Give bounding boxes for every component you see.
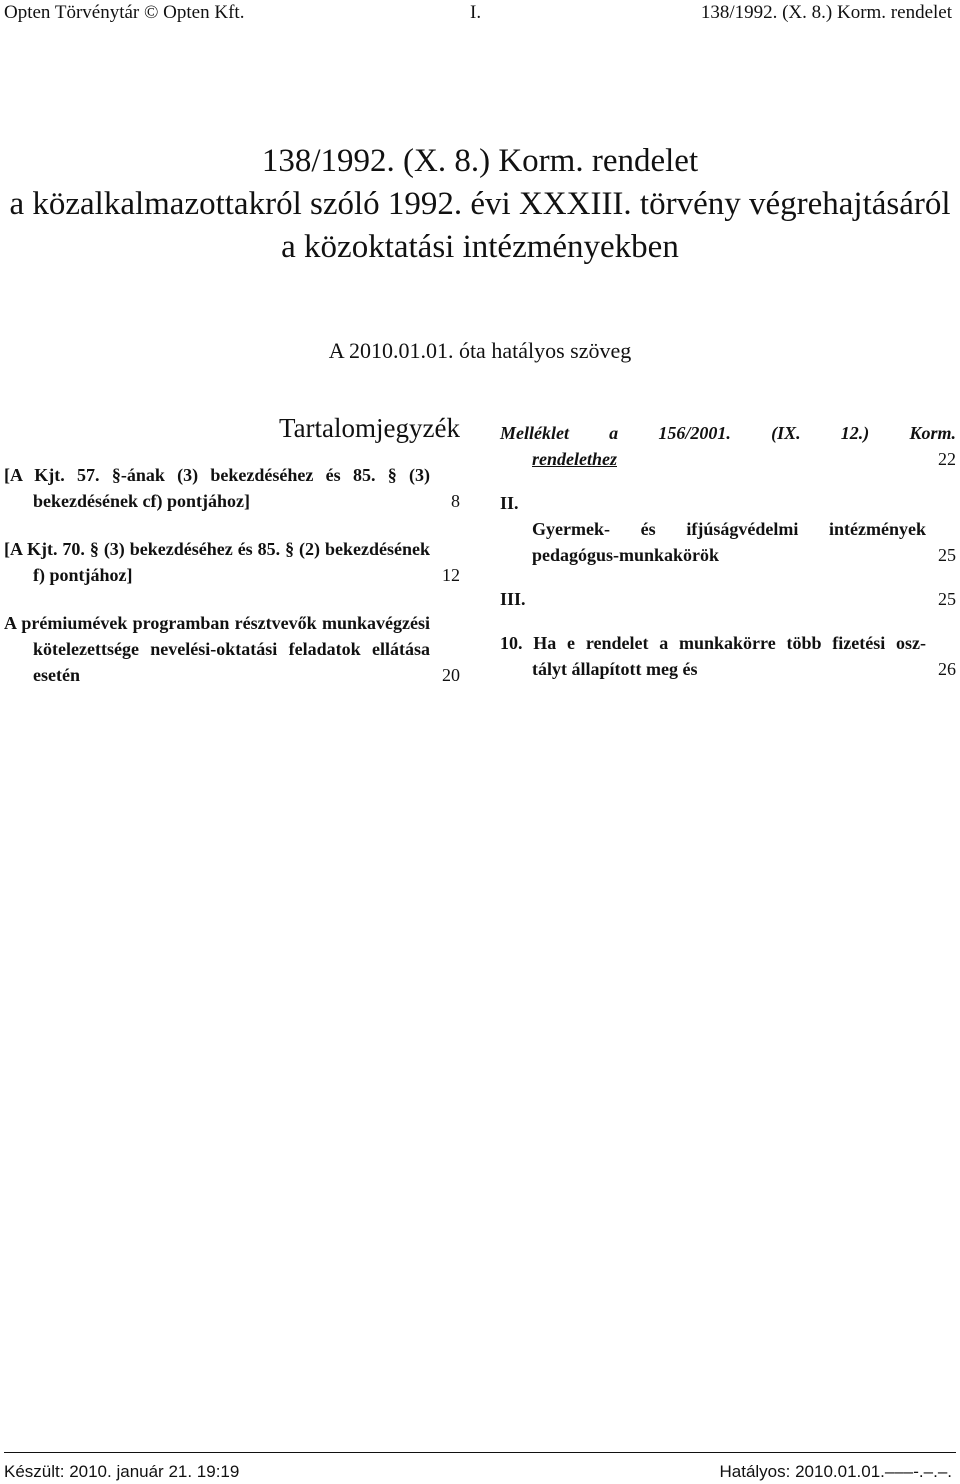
toc-heading: Tartalomjegyzék (278, 413, 460, 443)
toc-entry-page: 12 (442, 565, 460, 585)
toc-entry-text: [A Kjt. 57. §-ának (3) bekezdéséhez és 85. § (3) bekezdésének cf) pontjához] (4, 465, 430, 511)
toc-entry-label: III. (500, 589, 526, 609)
toc-entry-page: 20 (442, 665, 460, 685)
footer-created: Készült: 2010. január 21. 19:19 (4, 1462, 240, 1481)
toc-entry-page: 22 (938, 449, 956, 469)
toc-entry-label: II. (500, 493, 519, 513)
toc-entry[interactable] (500, 630, 956, 682)
toc-entry[interactable] (4, 462, 460, 514)
toc-left-column (4, 462, 460, 710)
page-header (0, 0, 960, 30)
toc-entry-page: 25 (938, 545, 956, 565)
title-line-1: 138/1992. (X. 8.) Korm. rendelet (261, 143, 699, 179)
header-center: I. (470, 2, 482, 23)
effective-date-subtitle: A 2010.01.01. óta hatályos szöveg (328, 338, 632, 363)
toc-entry-text: A prémiumévek programban résztvevők munkavégzési kötelezettsége nevelési-oktatási feladatok ellátása esetén (4, 613, 430, 685)
toc-entry-text: [A Kjt. 70. § (3) bekezdéséhez és 85. § (2) bekezdésének f) pontjához] (4, 539, 430, 585)
toc-entry[interactable] (500, 490, 956, 568)
footer-effective: Hatályos: 2010.01.01.–––-.–.–. (719, 1462, 952, 1481)
toc-entry[interactable] (4, 610, 460, 688)
toc-entry-sub: rendelethez (532, 449, 617, 469)
document-title (0, 140, 960, 269)
toc-entry[interactable] (4, 536, 460, 588)
toc-entry[interactable] (500, 420, 956, 472)
toc-entry-page: 26 (938, 659, 956, 679)
toc-entry-label: 10. Ha e rendelet a munkakörre több fizetési osz- (500, 633, 926, 653)
toc-entry-label: Melléklet a 156/2001. (IX. 12.) Korm. (500, 423, 956, 443)
toc-entry-sub: Gyermek- és ifjúságvédelmi intézmények pedagógus-munkakörök (532, 519, 926, 565)
header-right: 138/1992. (X. 8.) Korm. rendelet (700, 2, 952, 23)
toc-entry[interactable] (500, 586, 956, 612)
toc-right-column (500, 420, 956, 700)
toc-entry-sub: tályt állapított meg és (532, 659, 698, 679)
header-left: Opten Törvénytár © Opten Kft. (4, 2, 245, 23)
title-line-2: a közalkalmazottakról szóló 1992. évi XXXIII. törvény végrehajtásáról (9, 186, 951, 222)
toc-entry-page: 25 (938, 589, 956, 609)
toc-entry-page: 8 (451, 491, 460, 511)
footer-divider (4, 1452, 956, 1453)
title-line-3: a közoktatási intézményekben (281, 229, 679, 265)
